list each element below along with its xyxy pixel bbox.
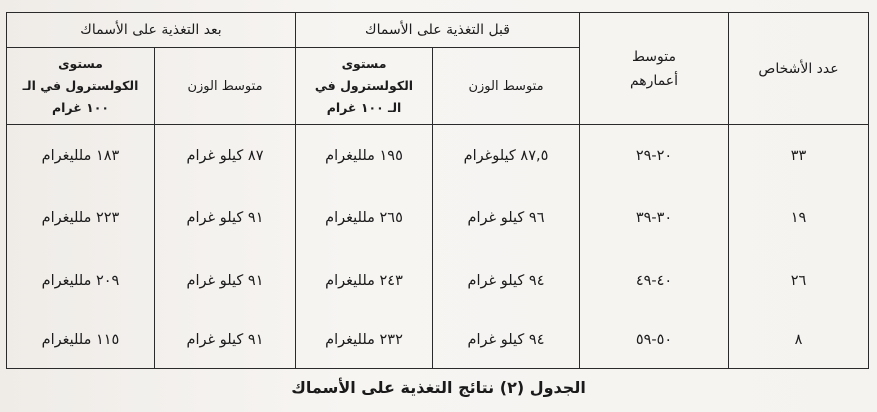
header-after-weight: متوسط الوزن — [155, 48, 296, 125]
cell-after-cholesterol: ١١٥ ملليغرام — [7, 312, 155, 369]
table-row — [7, 312, 869, 369]
header-after-cholesterol: مستوى الكولسترول في الـ ١٠٠ غرام — [7, 48, 155, 125]
results-table — [6, 12, 869, 369]
header-person-count: عدد الأشخاص — [729, 13, 869, 125]
cell-count: ٨ — [729, 312, 869, 369]
cell-after-weight: ٨٧ كيلو غرام — [155, 125, 296, 188]
cell-count: ٣٣ — [729, 125, 869, 188]
table-row — [7, 250, 869, 312]
cell-before-weight: ٩٤ كيلو غرام — [433, 312, 580, 369]
cell-before-cholesterol: ٢٤٣ ملليغرام — [296, 250, 433, 312]
header-before-cholesterol: مستوى الكولسترول في الـ ١٠٠ غرام — [296, 48, 433, 125]
header-before-weight: متوسط الوزن — [433, 48, 580, 125]
cell-before-weight: ٩٦ كيلو غرام — [433, 187, 580, 249]
cell-after-cholesterol: ١٨٣ ملليغرام — [7, 125, 155, 188]
cell-before-cholesterol: ٢٣٢ ملليغرام — [296, 312, 433, 369]
cell-after-weight: ٩١ كيلو غرام — [155, 312, 296, 369]
cell-age-range: ٤٠-٤٩ — [580, 250, 729, 312]
cell-age-range: ٢٠-٢٩ — [580, 125, 729, 188]
cell-before-weight: ٩٤ كيلو غرام — [433, 250, 580, 312]
cell-count: ١٩ — [729, 187, 869, 249]
table-caption: الجدول (٢) نتائج التغذية على الأسماك — [291, 378, 586, 397]
cell-before-cholesterol: ٢٦٥ ملليغرام — [296, 187, 433, 249]
cell-after-weight: ٩١ كيلو غرام — [155, 250, 296, 312]
cell-age-range: ٣٠-٣٩ — [580, 187, 729, 249]
cell-age-range: ٥٠-٥٩ — [580, 312, 729, 369]
cell-after-cholesterol: ٢٠٩ ملليغرام — [7, 250, 155, 312]
table-row — [7, 187, 869, 249]
header-average-age: متوسط أعمارهم — [580, 13, 729, 125]
cell-before-weight: ٨٧,٥ كيلوغرام — [433, 125, 580, 188]
header-before-fish-diet: قبل التغذية على الأسماك — [296, 13, 580, 48]
cell-after-weight: ٩١ كيلو غرام — [155, 187, 296, 249]
header-after-fish-diet: بعد التغذية على الأسماك — [7, 13, 296, 48]
cell-after-cholesterol: ٢٢٣ ملليغرام — [7, 187, 155, 249]
cell-count: ٢٦ — [729, 250, 869, 312]
table-row — [7, 125, 869, 188]
cell-before-cholesterol: ١٩٥ ملليغرام — [296, 125, 433, 188]
